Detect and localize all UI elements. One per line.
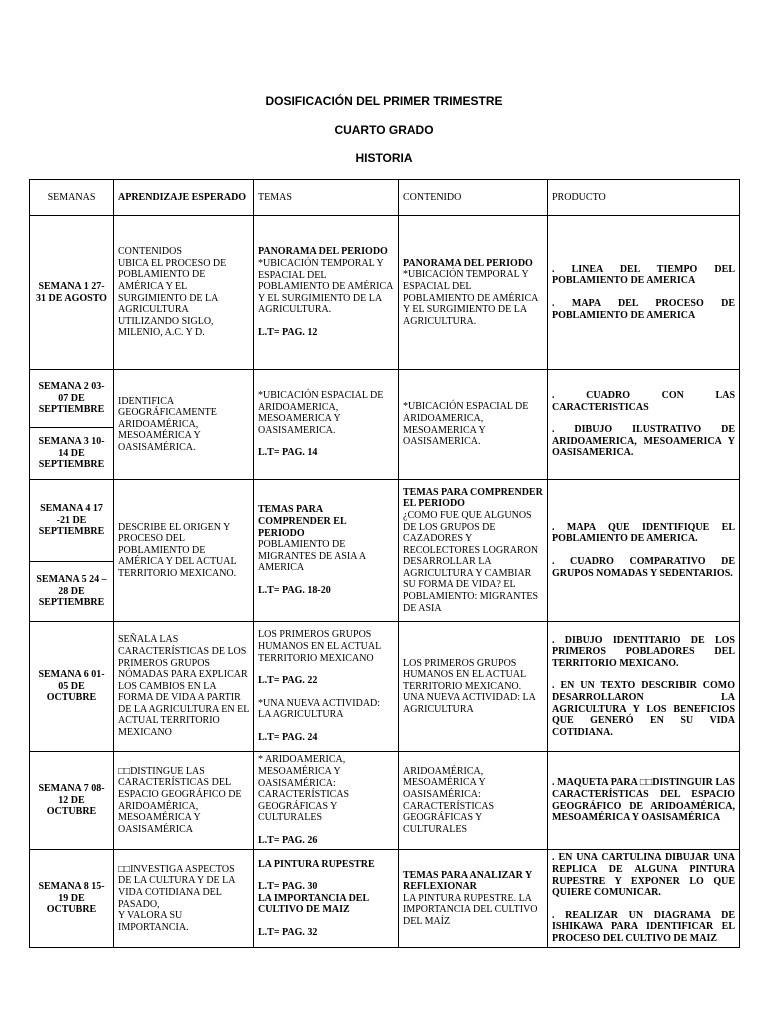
aprendizaje-cell xyxy=(114,622,254,752)
semana-cell: SEMANA 2 03-07 DE SEPTIEMBRE xyxy=(30,370,114,428)
contenido-cell xyxy=(399,850,548,948)
cell-text: POBLAMIENTO DE MIGRANTES DE ASIA A AMERICA xyxy=(258,539,366,574)
semana-cell: SEMANA 4 17 -21 DE SEPTIEMBRE xyxy=(30,480,114,562)
subject-heading: HISTORIA xyxy=(355,151,413,165)
aprendizaje-cell: DESCRIBE EL ORIGEN Y PROCESO DEL POBLAMIENTO DE AMÉRICA Y DEL ACTUAL TERRITORIO MEXICANO. xyxy=(114,480,254,622)
cell-text: . EN UN TEXTO DESCRIBIR COMO DESARROLLARON LA AGRICULTURA Y LOS BENEFICIOS QUE GENERÓ EN SU VIDA COTIDIANA. xyxy=(552,680,735,738)
table-row xyxy=(30,752,740,850)
semana-cell: SEMANA 3 10-14 DE SEPTIEMBRE xyxy=(30,428,114,480)
cell-text: . MAPA QUE IDENTIFIQUE EL POBLAMIENTO DE AMERICA. xyxy=(552,521,735,545)
cell-text: CONTENIDOS xyxy=(118,246,182,258)
cell-text: UBICA EL PROCESO DE POBLAMIENTO DE AMÉRICA Y EL SURGIMIENTO DE LA AGRICULTURA UTILIZANDO SIGLO, MILENIO, A.C. Y D. xyxy=(118,257,227,339)
cell-text: . CUADRO CON LAS CARACTERISTICAS xyxy=(552,390,735,413)
cell-text: . LINEA DEL TIEMPO DEL POBLAMIENTO DE AMERICA xyxy=(552,263,735,287)
aprendizaje-cell: □□DISTINGUE LAS CARACTERÍSTICAS DEL ESPACIO GEOGRÁFICO DE ARIDOAMÉRICA, MESOAMÉRICA Y OASISAMÉRICA xyxy=(114,752,254,850)
producto-cell xyxy=(548,480,740,622)
planning-table xyxy=(29,179,740,948)
cell-text: . DIBUJO ILUSTRATIVO DE ARIDOAMERICA, MESOAMERICA Y OASISAMERICA. xyxy=(552,424,735,459)
cell-text: Y VALORA SU IMPORTANCIA. xyxy=(118,910,189,933)
cell-text: TEMAS PARA COMPRENDER EL PERIODO xyxy=(258,504,347,539)
cell-text: * ARIDOAMERICA, MESOAMÉRICA Y OASISAMÉRICA: CARACTERÍSTICAS GEOGRÁFICAS Y CULTURALES xyxy=(258,754,350,824)
header-contenido: CONTENIDO xyxy=(399,180,548,216)
producto-cell xyxy=(548,752,740,850)
cell-text: *UBICACIÓN TEMPORAL Y ESPACIAL DEL POBLAMIENTO DE AMÉRICA Y EL SURGIMIENTO DE LA AGRICULTURA. xyxy=(403,269,538,327)
page-reference: L.T= PAG. 30 xyxy=(258,881,318,893)
semana-cell: SEMANA 1 27-31 DE AGOSTO xyxy=(30,216,114,370)
aprendizaje-cell xyxy=(114,850,254,948)
header-aprendizaje: APRENDIZAJE ESPERADO xyxy=(114,180,254,216)
header-temas: TEMAS xyxy=(254,180,399,216)
page-reference: L.T= PAG. 26 xyxy=(258,834,318,846)
cell-text: LOS PRIMEROS GRUPOS HUMANOS EN EL ACTUAL TERRITORIO MEXICANO xyxy=(258,629,381,664)
table-row xyxy=(30,850,740,948)
cell-text: PANORAMA DEL PERIODO xyxy=(258,246,388,258)
temas-cell xyxy=(254,480,399,622)
page-reference: L.T= PAG. 14 xyxy=(258,447,318,459)
document-title: DOSIFICACIÓN DEL PRIMER TRIMESTRE xyxy=(265,94,503,108)
cell-text: . REALIZAR UN DIAGRAMA DE ISHIKAWA PARA IDENTIFICAR EL PROCESO DEL CULTIVO DE MAIZ xyxy=(552,909,735,944)
cell-text: . CUADRO COMPARATIVO DE GRUPOS NOMADAS Y SEDENTARIOS. xyxy=(552,556,735,579)
cell-text: *UBICACIÓN ESPACIAL DE ARIDOAMERICA, MESOAMERICA Y OASISAMERICA. xyxy=(258,390,384,436)
table-row xyxy=(30,370,740,428)
producto-cell xyxy=(548,622,740,752)
semana-cell: SEMANA 7 08-12 DE OCTUBRE xyxy=(30,752,114,850)
contenido-cell: LOS PRIMEROS GRUPOS HUMANOS EN EL ACTUAL TERRITORIO MEXICANO. UNA NUEVA ACTIVIDAD: LA AGRICULTURA xyxy=(399,622,548,752)
header-producto: PRODUCTO xyxy=(548,180,740,216)
contenido-cell: *UBICACIÓN ESPACIAL DE ARIDOAMERICA, MESOAMERICA Y OASISAMERICA. xyxy=(399,370,548,480)
cell-text: TEMAS PARA ANALIZAR Y REFLEXIONAR xyxy=(403,869,532,893)
contenido-cell xyxy=(399,216,548,370)
aprendizaje-cell xyxy=(114,216,254,370)
temas-cell xyxy=(254,752,399,850)
semana-cell: SEMANA 5 24 – 28 DE SEPTIEMBRE xyxy=(30,562,114,622)
table-row xyxy=(30,480,740,562)
cell-text: LA PINTURA RUPESTRE. LA IMPORTANCIA DEL CULTIVO DEL MAÍZ xyxy=(403,892,538,927)
header-row xyxy=(30,180,740,216)
cell-text: *UNA NUEVA ACTIVIDAD: LA AGRICULTURA xyxy=(258,697,381,721)
cell-text: LOS CAMBIOS EN LA FORMA DE VIDA A PARTIR DE LA AGRICULTURA EN EL ACTUAL TERRITORIO MEXICANO xyxy=(118,680,249,739)
semana-cell: SEMANA 6 01-05 DE OCTUBRE xyxy=(30,622,114,752)
cell-text: TEMAS PARA COMPRENDER EL PERIODO xyxy=(403,486,543,510)
producto-cell xyxy=(548,850,740,948)
cell-text: . MAPA DEL PROCESO DE POBLAMIENTO DE AMERICA xyxy=(552,298,735,321)
cell-text: SEÑALA LAS CARACTERÍSTICAS DE LOS PRIMEROS GRUPOS NÓMADAS PARA EXPLICAR xyxy=(118,634,248,681)
page-reference: L.T= PAG. 32 xyxy=(258,926,318,938)
cell-text: LA PINTURA RUPESTRE xyxy=(258,858,375,870)
header-semanas: SEMANAS xyxy=(30,180,114,216)
cell-text: LA IMPORTANCIA DEL CULTIVO DE MAIZ xyxy=(258,892,369,916)
contenido-cell: ARIDOAMÉRICA, MESOAMÉRICA Y OASISAMÉRICA: CARACTERÍSTICAS GEOGRÁFICAS Y CULTURALES xyxy=(399,752,548,850)
producto-cell xyxy=(548,216,740,370)
temas-cell xyxy=(254,216,399,370)
temas-cell xyxy=(254,370,399,480)
cell-text: . EN UNA CARTULINA DIBUJAR UNA REPLICA DE ALGUNA PINTURA RUPESTRE Y EXPONER LO QUE QUIERE COMUNICAR. xyxy=(552,852,735,899)
cell-text: *UBICACIÓN TEMPORAL Y ESPACIAL DEL POBLAMIENTO DE AMÉRICA Y EL SURGIMIENTO DE LA AGRICULTURA. xyxy=(258,258,393,316)
cell-text: ¿COMO FUE QUE ALGUNOS DE LOS GRUPOS DE CAZADORES Y RECOLECTORES LOGRARON DESARROLLAR LA AGRICULTURA Y CAMBIAR SU FORMA DE VIDA? EL POBLAMIENTO: MIGRANTES DE ASIA xyxy=(403,509,539,614)
aprendizaje-cell: IDENTIFICA GEOGRÁFICAMENTE ARIDOAMÉRICA, MESOAMÉRICA Y OASISAMÉRICA. xyxy=(114,370,254,480)
grade-heading: CUARTO GRADO xyxy=(334,123,434,137)
page-reference: L.T= PAG. 18-20 xyxy=(258,584,331,596)
cell-text: □□INVESTIGA ASPECTOS DE LA CULTURA Y DE LA VIDA COTIDIANA DEL PASADO, xyxy=(118,863,235,910)
table-row xyxy=(30,216,740,370)
table-row xyxy=(30,622,740,752)
cell-text: . MAQUETA PARA □□DISTINGUIR LAS CARACTERÍSTICAS DEL ESPACIO GEOGRÁFICO DE ARIDOAMÉRICA, MESOAMÉRICA Y OASISAMÉRICA xyxy=(552,777,735,824)
contenido-cell xyxy=(399,480,548,622)
page-reference: L.T= PAG. 24 xyxy=(258,731,318,743)
page-reference: L.T= PAG. 12 xyxy=(258,326,318,338)
page-reference: L.T= PAG. 22 xyxy=(258,675,318,687)
semana-cell: SEMANA 8 15-19 DE OCTUBRE xyxy=(30,850,114,948)
cell-text: . DIBUJO IDENTITARIO DE LOS PRIMEROS POBLADORES DEL TERRITORIO MEXICANO. xyxy=(552,634,735,669)
temas-cell xyxy=(254,622,399,752)
producto-cell xyxy=(548,370,740,480)
cell-text: PANORAMA DEL PERIODO xyxy=(403,257,533,269)
temas-cell xyxy=(254,850,399,948)
